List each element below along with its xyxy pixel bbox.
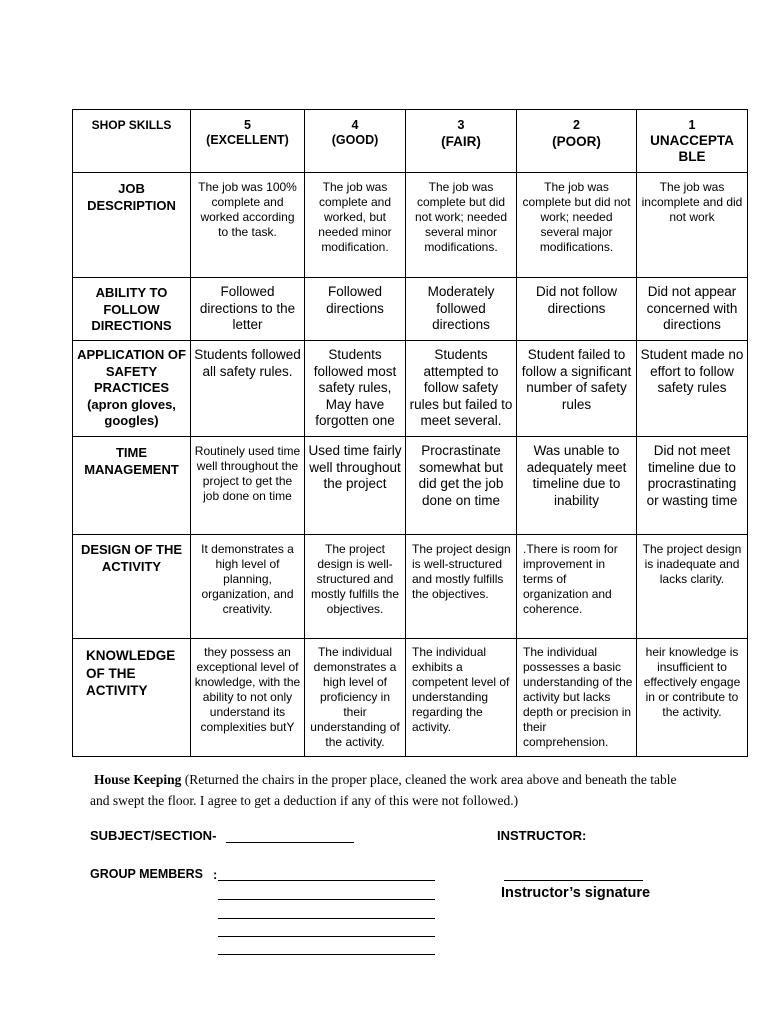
criterion-label: KNOWLEDGE OF THE ACTIVITY bbox=[73, 639, 191, 757]
rubric-header-row bbox=[73, 110, 748, 173]
header-score-2 bbox=[517, 110, 637, 173]
rubric-cell: The job was complete but did not work; needed several minor modifications. bbox=[406, 173, 517, 278]
rubric-row-design-activity bbox=[73, 535, 748, 639]
rubric-row-job-description bbox=[73, 173, 748, 278]
rubric-cell: The job was incomplete and did not work bbox=[637, 173, 748, 278]
header-score-4 bbox=[305, 110, 406, 173]
header-score-3 bbox=[406, 110, 517, 173]
rubric-cell: Routinely used time well throughout the project to get the job done on time bbox=[191, 437, 305, 535]
rubric-cell: The project design is well-structured and mostly fulfills the objectives. bbox=[305, 535, 406, 639]
header-rating: (EXCELLENT) bbox=[206, 133, 289, 147]
rubric-cell: Followed directions bbox=[305, 278, 406, 341]
rubric-cell: Was unable to adequately meet timeline due to inability bbox=[517, 437, 637, 535]
header-score-1 bbox=[637, 110, 748, 173]
housekeeping-text: (Returned the chairs in the proper place, cleaned the work area above and beneath the table and swept the floor. I agree to get a deduction if any of this were not followed.) bbox=[90, 772, 677, 808]
rubric-row-follow-directions bbox=[73, 278, 748, 341]
group-member-line[interactable] bbox=[218, 899, 435, 900]
rubric-cell: Students followed all safety rules. bbox=[191, 341, 305, 437]
instructor-signature-label: Instructor’s signature bbox=[501, 885, 651, 901]
criterion-label: JOB DESCRIPTION bbox=[73, 173, 191, 278]
rubric-cell: It demonstrates a high level of planning, organization, and creativity. bbox=[191, 535, 305, 639]
group-member-line[interactable] bbox=[218, 936, 435, 937]
header-score: 3 bbox=[457, 118, 465, 132]
criterion-label: DESIGN OF THE ACTIVITY bbox=[73, 535, 191, 639]
rubric-cell: Followed directions to the letter bbox=[191, 278, 305, 341]
rubric-cell: Moderately followed directions bbox=[406, 278, 517, 341]
rubric-cell: .There is room for improvement in terms of organization and coherence. bbox=[517, 535, 637, 639]
header-score-5 bbox=[191, 110, 305, 173]
rubric-cell: they possess an exceptional level of knowledge, with the ability to not only understand its complexities butY bbox=[191, 639, 305, 757]
rubric-cell: The project design is well-structured and mostly fulfills the objectives. bbox=[406, 535, 517, 639]
instructor-signature-line[interactable] bbox=[504, 880, 643, 881]
rubric-cell: The job was complete but did not work; needed several major modifications. bbox=[517, 173, 637, 278]
group-member-line[interactable] bbox=[218, 918, 435, 919]
rubric-cell: The job was complete and worked, but needed minor modification. bbox=[305, 173, 406, 278]
header-score: 5 bbox=[244, 118, 251, 132]
housekeeping-note bbox=[90, 769, 690, 811]
instructor-label: INSTRUCTOR: bbox=[497, 828, 587, 843]
subject-section-line[interactable] bbox=[226, 842, 354, 843]
header-label: SHOP SKILLS bbox=[91, 118, 172, 132]
header-rating: (POOR) bbox=[552, 134, 601, 149]
rubric-cell: Procrastinate somewhat but did get the job done on time bbox=[406, 437, 517, 535]
rubric-cell: The individual possesses a basic understanding of the activity but lacks depth or precision in their comprehension. bbox=[517, 639, 637, 757]
rubric-row-safety-practices bbox=[73, 341, 748, 437]
header-score: 2 bbox=[573, 118, 580, 132]
rubric-cell: Used time fairly well throughout the project bbox=[305, 437, 406, 535]
group-member-line[interactable] bbox=[218, 954, 435, 955]
group-members-label: GROUP MEMBERS bbox=[90, 867, 203, 881]
rubric-cell: heir knowledge is insufficient to effectively engage in or contribute to the activity. bbox=[637, 639, 748, 757]
header-shop-skills bbox=[73, 110, 191, 173]
rubric-cell: Did not follow directions bbox=[517, 278, 637, 341]
rubric-cell: Students attempted to follow safety rules but failed to meet several. bbox=[406, 341, 517, 437]
header-score: 4 bbox=[351, 118, 359, 132]
rubric-row-knowledge-activity bbox=[73, 639, 748, 757]
rubric-cell: The individual demonstrates a high level of proficiency in their understanding of the activity. bbox=[305, 639, 406, 757]
criterion-label: APPLICATION OF SAFETY PRACTICES (apron gloves, googles) bbox=[73, 341, 191, 437]
rubric-cell: Students followed most safety rules, May have forgotten one bbox=[305, 341, 406, 437]
rubric-cell: The job was 100% complete and worked according to the task. bbox=[191, 173, 305, 278]
header-rating: (GOOD) bbox=[331, 133, 379, 147]
criterion-label: ABILITY TO FOLLOW DIRECTIONS bbox=[73, 278, 191, 341]
housekeeping-title: House Keeping bbox=[94, 772, 182, 787]
header-rating: (FAIR) bbox=[441, 134, 481, 149]
group-member-line[interactable] bbox=[218, 880, 435, 881]
rubric-row-time-management bbox=[73, 437, 748, 535]
rubric-cell: Student made no effort to follow safety rules bbox=[637, 341, 748, 437]
rubric-cell: Student failed to follow a significant number of safety rules bbox=[517, 341, 637, 437]
rubric-cell: Did not meet timeline due to procrastinating or wasting time bbox=[637, 437, 748, 535]
criterion-label: TIME MANAGEMENT bbox=[73, 437, 191, 535]
subject-section-label: SUBJECT/SECTION- bbox=[90, 828, 217, 843]
rubric-table bbox=[72, 109, 748, 757]
header-score: 1 bbox=[688, 118, 696, 132]
rubric-cell: The individual exhibits a competent level of understanding regarding the activity. bbox=[406, 639, 517, 757]
rubric-cell: The project design is inadequate and lacks clarity. bbox=[637, 535, 748, 639]
rubric-cell: Did not appear concerned with directions bbox=[637, 278, 748, 341]
group-members-colon: : bbox=[213, 867, 218, 882]
header-rating: UNACCEPTA BLE bbox=[650, 133, 734, 164]
